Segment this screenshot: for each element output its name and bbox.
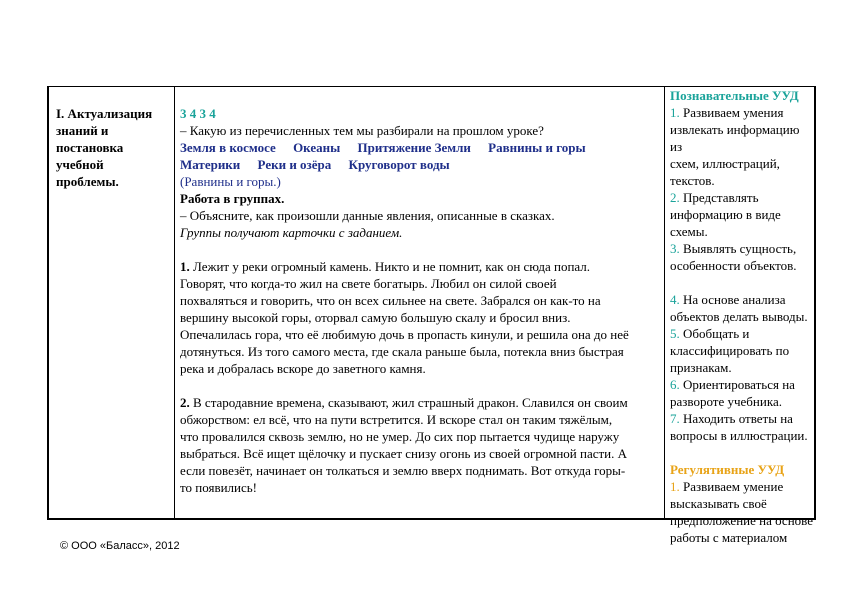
task-text-line: обжорством: ел всё, что на пути встретится. И вскоре стал он таким тяжёлым,: [180, 412, 613, 427]
skill-text-line: особенности объектов.: [670, 258, 797, 273]
skill-number: 7.: [670, 411, 680, 426]
topic-item: Круговорот воды: [348, 157, 450, 172]
task-text-line: дотянуться. Из того самого места, где скала раньше была, потекла вниз быстрая: [180, 344, 624, 359]
skill-text-line: схем, иллюстраций,: [670, 156, 780, 171]
skill-text-line: Обобщать и: [679, 326, 750, 341]
task-text-line: река и добралась вскоре до заветного камня.: [180, 361, 426, 376]
task-1: [180, 258, 658, 377]
task-text-line: если повезёт, начинает он толкаться и землю вверх поднимать. Вот откуда горы-: [180, 463, 626, 478]
skill-text-line: высказывать своё: [670, 496, 767, 511]
topic-item: Материки: [180, 157, 241, 172]
skill-item: [670, 410, 814, 444]
stage-title: [56, 105, 166, 190]
task-number: 2.: [180, 395, 190, 410]
skill-number: 1.: [670, 479, 680, 494]
topic-item: Равнины и горы: [488, 140, 586, 155]
slide-number: 4: [189, 106, 197, 121]
table-border-left: [47, 87, 49, 519]
task-2: [180, 394, 658, 496]
slide-numbers: [180, 105, 658, 122]
task-text-line: Лежит у реки огромный камень. Никто и не помнит, как он сюда попал.: [189, 259, 591, 274]
instruction-text: – Объясните, как произошли данные явления, описанные в сказках.: [180, 208, 555, 223]
slide-number: 3: [199, 106, 206, 121]
topics-row-2: [180, 156, 658, 173]
column-divider-2: [664, 87, 665, 519]
stage-title-line: знаний и: [56, 123, 109, 138]
skill-text-line: Ориентироваться на: [679, 377, 795, 392]
cognitive-skills-heading: Познавательные УУД: [670, 88, 799, 103]
skill-text-line: Представлять: [679, 190, 759, 205]
skill-number: 3.: [670, 241, 680, 256]
stage-title-line: I. Актуализация: [56, 106, 153, 121]
skill-text-line: развороте учебника.: [670, 394, 782, 409]
skill-text-line: классифицировать по: [670, 343, 790, 358]
task-text-line: В стародавние времена, сказывают, жил страшный дракон. Славился он своим: [189, 395, 628, 410]
copyright-footer: © ООО «Баласс», 2012: [60, 540, 180, 552]
group-work-heading: Работа в группах.: [180, 191, 285, 206]
task-text-line: Говорят, что когда-то жил на свете богатырь. Любил он силой своей: [180, 276, 557, 291]
task-text-line: похваляться и говорить, что он всех сильнее на свете. Забрался он как-то на: [180, 293, 601, 308]
skill-number: 5.: [670, 326, 680, 341]
skill-text-line: работы с материалом: [670, 530, 788, 545]
stage-title-line: учебной: [56, 157, 104, 172]
topics-row-1: [180, 139, 658, 156]
skill-item: [670, 376, 814, 410]
skill-item: [670, 240, 814, 274]
skill-text-line: Находить ответы на: [679, 411, 793, 426]
skill-item: [670, 291, 814, 325]
skill-text-line: Развиваем умения: [679, 105, 784, 120]
skill-text-line: признакам.: [670, 360, 732, 375]
regulatory-skills-heading: Регулятивные УУД: [670, 462, 785, 477]
topic-item: Океаны: [293, 140, 341, 155]
skill-number: 4.: [670, 292, 680, 307]
skill-number: 6.: [670, 377, 680, 392]
skill-text-line: предположение на основе: [670, 513, 813, 528]
learning-skills: [670, 87, 814, 545]
skill-text-line: На основе анализа: [679, 292, 786, 307]
table-border-right: [814, 87, 816, 519]
skill-text-line: текстов.: [670, 173, 715, 188]
task-text-line: Опечалилась гора, что её любимую дочь в пропасть кинули, и решила она до неё: [180, 327, 629, 342]
lesson-table: [47, 86, 816, 545]
topic-item: Земля в космосе: [180, 140, 276, 155]
task-text-line: вершину высокой горы, оторвал самую большую скалу и бросил вниз.: [180, 310, 571, 325]
skill-text-line: объектов делать выводы.: [670, 309, 808, 324]
lesson-content: [180, 105, 658, 496]
skill-text-line: вопросы в иллюстрации.: [670, 428, 808, 443]
skill-text-line: информацию в виде схемы.: [670, 207, 781, 239]
cards-note: Группы получают карточки с заданием.: [180, 225, 403, 240]
task-text-line: что провалился сквозь землю, но не умер. До сих пор пытается чудище наружу: [180, 429, 620, 444]
slide-number: 4: [209, 106, 216, 121]
stage-title-line: проблемы.: [56, 174, 119, 189]
skill-item: [670, 104, 814, 189]
skill-text-line: извлекать информацию из: [670, 122, 800, 154]
stage-title-line: постановка: [56, 140, 124, 155]
teacher-question: – Какую из перечисленных тем мы разбирали на прошлом уроке?: [180, 123, 544, 138]
skill-number: 1.: [670, 105, 680, 120]
topic-item: Притяжение Земли: [357, 140, 471, 155]
skill-item: [670, 478, 814, 546]
skill-text-line: Выявлять сущность,: [679, 241, 797, 256]
task-number: 1.: [180, 259, 190, 274]
skill-item: [670, 325, 814, 376]
skill-number: 2.: [670, 190, 680, 205]
skill-item: [670, 189, 814, 240]
slide-number: 3: [180, 106, 187, 121]
task-text-line: то появились!: [180, 480, 258, 495]
task-text-line: выбраться. Всё ищет щёлочку и пускает снизу огонь из своей огромной пасти. А: [180, 446, 628, 461]
skill-text-line: Развиваем умение: [679, 479, 784, 494]
column-divider-1: [174, 87, 175, 519]
topic-item: Реки и озёра: [257, 157, 332, 172]
expected-answer: (Равнины и горы.): [180, 174, 281, 189]
